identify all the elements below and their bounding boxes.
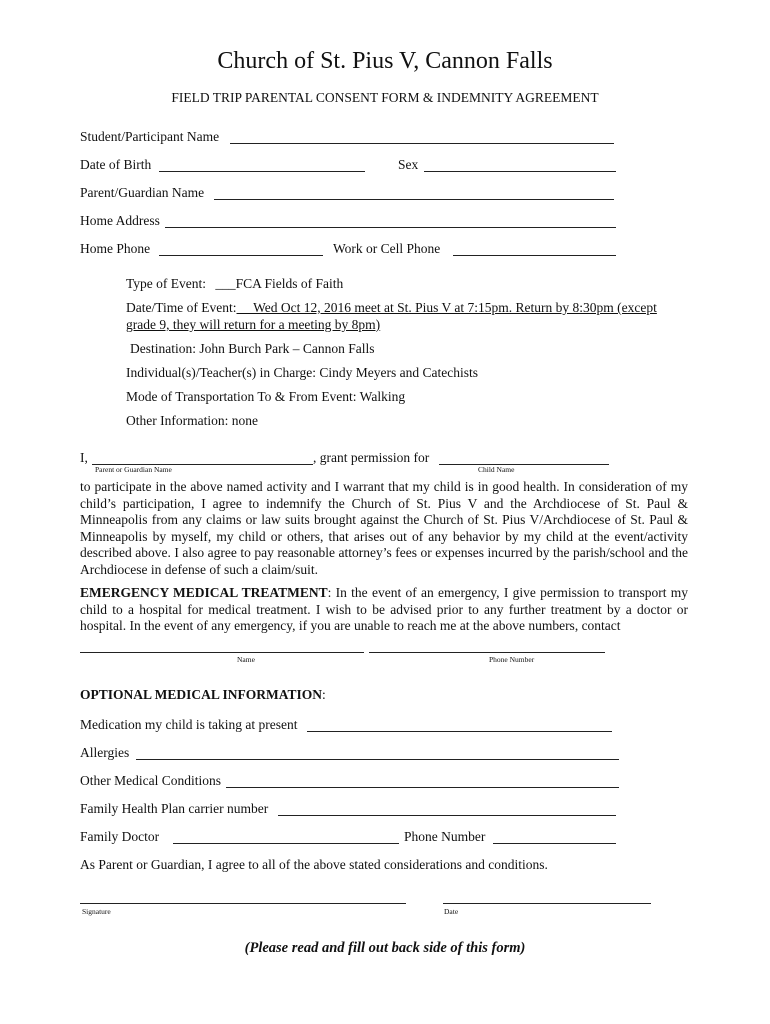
parent-name-label: Parent/Guardian Name xyxy=(80,185,205,200)
signature-caption: Signature xyxy=(82,907,111,916)
footer-note: (Please read and fill out back side of this form) xyxy=(244,940,526,956)
allergies-label: Allergies xyxy=(80,745,130,760)
medication-label: Medication my child is taking at present xyxy=(80,717,298,732)
optional-heading xyxy=(80,687,326,703)
work-phone-label: Work or Cell Phone xyxy=(333,241,441,256)
date-field[interactable] xyxy=(443,903,651,904)
emergency-contact-name-field[interactable] xyxy=(80,652,364,653)
date-caption: Date xyxy=(444,907,459,916)
doctor-label: Family Doctor xyxy=(80,829,160,844)
optional-heading-suffix: : xyxy=(322,687,326,702)
optional-heading-text: OPTIONAL MEDICAL INFORMATION xyxy=(80,687,323,702)
agreement-statement: As Parent or Guardian, I agree to all of the above stated considerations and conditions. xyxy=(80,857,548,872)
home-address-label: Home Address xyxy=(80,213,160,228)
event-datetime xyxy=(126,300,657,316)
signature-field[interactable] xyxy=(80,903,406,904)
child-name-field[interactable] xyxy=(439,464,609,465)
permission-middle: , grant permission for xyxy=(313,450,430,465)
parent-guardian-caption: Parent or Guardian Name xyxy=(95,465,172,474)
medication-field[interactable] xyxy=(307,731,612,732)
indemnity-paragraph: to participate in the above named activity and I warrant that my child is in good health. In consideration of my child’s participation, I agree to indemnify the Church of St. Pius V and the Archdiocese of St. Paul & Minneapolis from any claims or law suits brought against the Church of St. Pius V/Archdiocese of St. Paul & Minneapolis by myself, my child or others, that arises out of any behavior by my child at the event/activity described above. I also agree to pay reasonable attorney’s fees or expenses incurred by the parish/school and the Archdiocese in defense of such a claim/suit. xyxy=(80,479,688,577)
event-type-value: ___FCA Fields of Faith xyxy=(215,276,344,291)
emergency-text: : In the event of an emergency, I give permission to transport my child to a hospital for medical treatment. I wish to be advised prior to any further treatment by a doctor or hospital. In the event of any emergency, if you are unable to reach me at the above numbers, contact xyxy=(80,585,688,634)
page-title: Church of St. Pius V, Cannon Falls xyxy=(217,48,553,74)
emergency-heading: EMERGENCY MEDICAL TREATMENT xyxy=(80,585,328,600)
event-datetime-value-cont: grade 9, they will return for a meeting by 8pm) xyxy=(126,317,381,332)
home-address-field[interactable] xyxy=(165,227,616,228)
permission-prefix: I, xyxy=(80,450,88,465)
home-phone-field[interactable] xyxy=(159,255,323,256)
event-destination: Destination: John Burch Park – Cannon Falls xyxy=(130,341,375,356)
emergency-phone-caption: Phone Number xyxy=(489,655,535,664)
event-datetime-label: Date/Time of Event: xyxy=(126,300,237,315)
conditions-label: Other Medical Conditions xyxy=(80,773,221,788)
doctor-phone-field[interactable] xyxy=(493,843,616,844)
sex-label: Sex xyxy=(398,157,419,172)
dob-field[interactable] xyxy=(159,171,365,172)
emergency-name-caption: Name xyxy=(237,655,255,664)
event-type xyxy=(126,276,343,292)
work-phone-field[interactable] xyxy=(453,255,616,256)
student-name-field[interactable] xyxy=(230,143,614,144)
event-datetime-value: Wed Oct 12, 2016 meet at St. Pius V at 7:15pm. Return by 8:30pm (except xyxy=(236,300,657,315)
parent-name-field[interactable] xyxy=(214,199,614,200)
conditions-field[interactable] xyxy=(226,787,619,788)
health-plan-field[interactable] xyxy=(278,815,616,816)
dob-label: Date of Birth xyxy=(80,157,152,172)
sex-field[interactable] xyxy=(424,171,616,172)
doctor-field[interactable] xyxy=(173,843,399,844)
form-subtitle: FIELD TRIP PARENTAL CONSENT FORM & INDEMNITY AGREEMENT xyxy=(171,90,599,105)
emergency-paragraph xyxy=(80,585,688,635)
event-type-label: Type of Event: xyxy=(126,276,207,291)
event-other-info: Other Information: none xyxy=(126,413,258,428)
emergency-contact-phone-field[interactable] xyxy=(369,652,605,653)
health-plan-label: Family Health Plan carrier number xyxy=(80,801,269,816)
student-name-label: Student/Participant Name xyxy=(80,129,220,144)
event-transport: Mode of Transportation To & From Event: Walking xyxy=(126,389,406,404)
event-in-charge: Individual(s)/Teacher(s) in Charge: Cindy Meyers and Catechists xyxy=(126,365,478,380)
home-phone-label: Home Phone xyxy=(80,241,151,256)
allergies-field[interactable] xyxy=(136,759,619,760)
doctor-phone-label: Phone Number xyxy=(404,829,486,844)
child-name-caption: Child Name xyxy=(478,465,515,474)
